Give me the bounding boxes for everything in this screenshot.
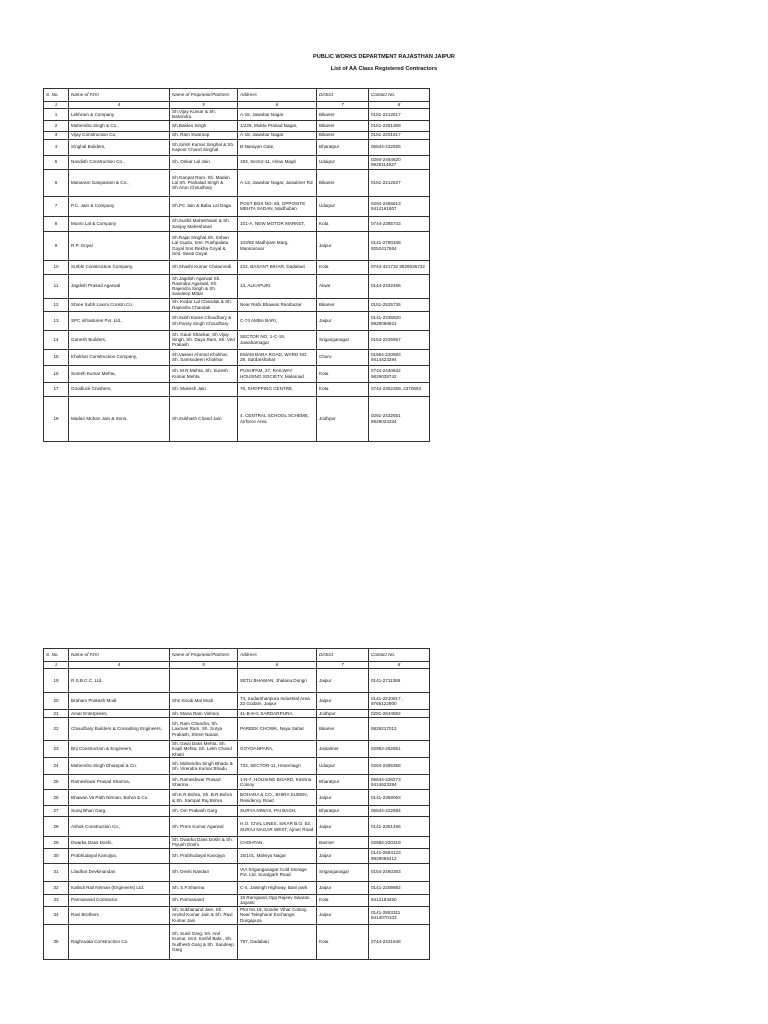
table-row: [44, 365, 430, 382]
address: C-74 AMBA BARI,: [238, 311, 317, 330]
table-row: [44, 837, 430, 849]
col-number: 4: [69, 102, 170, 109]
header-address: Address: [238, 89, 317, 102]
document-title: PUBLIC WORKS DEPARTMENT RAJASTHAN JAIPUR: [313, 54, 455, 60]
address: 222, BASANT BIHAR, Dadabari: [238, 260, 317, 274]
contact-number: 0744-2385743: [369, 216, 430, 231]
table-row: [44, 775, 430, 790]
proprietor: Shri Kirodi Mal Modi: [170, 693, 238, 710]
firm-name: Braham Prakash Modi: [69, 693, 170, 710]
proprietor: Sh. Sukhanand Jain. Sh. Arvind Kumar Jain & Sh. Ravi Kumar Jain: [170, 906, 238, 924]
serial-number: 6: [44, 169, 69, 196]
firm-name: Manaram Ganpatram & Co.,: [69, 169, 170, 196]
address: Plot No.19, Sunder Vihar Colony, Near Telephone Exchange, Durgapura: [238, 906, 317, 924]
contact-number: 0291-2644552: [369, 710, 430, 718]
table-row: [44, 924, 430, 959]
serial-number: 4: [44, 139, 69, 155]
district: Kota: [317, 382, 369, 396]
table-row: [44, 139, 430, 155]
firm-name: Brij Construction & Engineers,: [69, 741, 170, 758]
header-proprietor: Name of Proprietor/Partners: [170, 649, 238, 662]
proprietor: [170, 669, 238, 693]
table-row: [44, 881, 430, 894]
serial-number: 33: [44, 894, 69, 906]
firm-name: Raghuvala Construction Co.: [69, 924, 170, 959]
contractors-table-page-1: [43, 88, 430, 442]
proprietor: Sh. M.R.Mehta, Sh. Suresh Kumar Mehta: [170, 365, 238, 382]
column-number-row: [44, 662, 430, 669]
proprietor: Sh. Prabhudayal Kanojiya: [170, 848, 238, 863]
contact-number: 9414183450: [369, 894, 430, 906]
district: Jaipur: [317, 231, 369, 260]
proprietor: Sh. Prem Kumar Agarwal: [170, 817, 238, 837]
table-row: [44, 298, 430, 311]
firm-name: Mahendra Singh & Co.,: [69, 120, 170, 131]
contact-number: 0141-2369063: [369, 790, 430, 806]
firm-name: Khokhar Construction Company,: [69, 349, 170, 365]
district: Jaipur: [317, 790, 369, 806]
address: 76, SHOPPING CENTRE,: [238, 382, 317, 396]
proprietor: Sh. Gwal Dass Mehta, Sh. Kapil Mehta, Sh. Lekh Chand Khatri: [170, 741, 238, 758]
serial-number: 34: [44, 906, 69, 924]
address: GOYDANPARA,: [238, 741, 317, 758]
col-number: 6: [238, 102, 317, 109]
contact-number: 0151-2201617: [369, 131, 430, 139]
table-row: [44, 906, 430, 924]
contact-number: 0141-2554123 9829055412: [369, 848, 430, 863]
firm-name: Choudhary Builders & Consulting Engineers,: [69, 718, 170, 741]
header-row: [44, 89, 430, 102]
district: Bikaner: [317, 169, 369, 196]
district: Jaipur: [317, 669, 369, 693]
district: Jaipur: [317, 693, 369, 710]
district: Alwar: [317, 274, 369, 298]
serial-number: 2: [44, 120, 69, 131]
table-row: [44, 669, 430, 693]
col-number: 8: [369, 102, 430, 109]
col-number: 7: [317, 102, 369, 109]
district: Bikaner: [317, 109, 369, 121]
proprietor: Sh.Baldeo Singh: [170, 120, 238, 131]
contact-number: 0294-2486613 9414161807: [369, 196, 430, 216]
serial-number: 23: [44, 741, 69, 758]
address: A-18, Jawahar Nagar: [238, 131, 317, 139]
col-number: 5: [170, 102, 238, 109]
address: 103/82 Madhyam Marg, Mansarovar: [238, 231, 317, 260]
address: 74, Sudarshanpura Industrial Area 22 Godam, Jaipur: [238, 693, 317, 710]
address: 1/225, Mukta Prasad Nagar,: [238, 120, 317, 131]
firm-name: Singhal Builders,: [69, 139, 170, 155]
contact-number: 0141-2336920 9829066921: [369, 311, 430, 330]
address: SETU BHAWAN, Jhalana Dungri: [238, 669, 317, 693]
serial-number: 20: [44, 693, 69, 710]
proprietor: Sh. Mana Ram Vishnoi: [170, 710, 238, 718]
district: Udaipur: [317, 155, 369, 169]
address: 1-N-7, HOUSING BOARD, Krishna Colony: [238, 775, 317, 790]
proprietor: Sh.PC Jain & Babu Lal Daga: [170, 196, 238, 216]
address: SURYA NIWAS, PAI BAGH,: [238, 806, 317, 817]
proprietor: Sh. Rameshwar Prasad Sharma: [170, 775, 238, 790]
address: A-18, Jawahar Nagar: [238, 109, 317, 121]
proprietor: Sh.Vaseer Ahmed Khokhar, Sh. Samsudeen Khokhar: [170, 349, 238, 365]
col-number: 5: [170, 662, 238, 669]
contact-number: 0154-2226967: [369, 330, 430, 349]
firm-name: Ganesh Builders,: [69, 330, 170, 349]
proprietor: Sh. Parmanand: [170, 894, 238, 906]
table-row: [44, 231, 430, 260]
table-row: [44, 131, 430, 139]
serial-number: 22: [44, 718, 69, 741]
serial-number: 18: [44, 396, 69, 441]
header-firm: Name of Firm: [69, 89, 170, 102]
table-row: [44, 155, 430, 169]
proprietor: Sh. Gauri Shankar, Sh.Vijay Singh, Sh. Daya Ram, Sh. Ved Prakash: [170, 330, 238, 349]
district: Churu: [317, 349, 369, 365]
district: Barmer: [317, 837, 369, 849]
table-row: [44, 718, 430, 741]
contact-number: 0141-2553311 9414070103: [369, 906, 430, 924]
contact-number: 0141-2210917 , 9765122900: [369, 693, 430, 710]
contractors-table-page-2: [43, 648, 430, 960]
proprietor: Sh. Ram Swaroop: [170, 131, 238, 139]
table-row: [44, 382, 430, 396]
table-row: [44, 216, 430, 231]
firm-name: Lekhram & Company: [69, 109, 170, 121]
district: Jaisalmer: [317, 741, 369, 758]
serial-number: 13: [44, 311, 69, 330]
contact-number: 0141-2209992: [369, 881, 430, 894]
firm-name: Liladhar Devkinandan: [69, 863, 170, 881]
firm-name: Parmanand Contractor: [69, 894, 170, 906]
district: Kota: [317, 365, 369, 382]
col-number: 7: [317, 662, 369, 669]
table-row: [44, 741, 430, 758]
table-row: [44, 848, 430, 863]
district: Bharatpur: [317, 775, 369, 790]
proprietor: Sh. S.P.Sharma: [170, 881, 238, 894]
firm-name: Rameshwar Prasad Sharma,: [69, 775, 170, 790]
firm-name: R.S.B.C.C. Ltd.: [69, 669, 170, 693]
firm-name: Mahendra Singh Dhampal & Co.: [69, 758, 170, 775]
address: PAREEK CHOWK, Naya Sahar: [238, 718, 317, 741]
address: POST BOX NO. 83, OPPOSITE MEHTA SADAN, Madhuban: [238, 196, 317, 216]
district: Jaipur: [317, 817, 369, 837]
serial-number: 9: [44, 231, 69, 260]
address: 193, Sector-11, Hiran Magri: [238, 155, 317, 169]
column-number-row: [44, 102, 430, 109]
proprietor: Sh. Ram Chandra, Sh. Laxman Ram, Sh. Surya Prakash, Shree Narain: [170, 718, 238, 741]
header-contact: Contact No.: [369, 649, 430, 662]
address: 797, Dadabari: [238, 924, 317, 959]
contact-number: 0141-2711386: [369, 669, 430, 693]
header-row: [44, 649, 430, 662]
address: 733, SECTOR-11, Hiranmagri: [238, 758, 317, 775]
header-district: District: [317, 89, 369, 102]
proprietor: Sh.K.R.Bohra, Sh. B.R.Bohra & Sh. Sampat Raj Bohra: [170, 790, 238, 806]
proprietor: Sh.Jagdish Agarwal Sh. Ravindra Agarwal, Sh. Rajendra Singh & Sh. Sandeep Mittal: [170, 274, 238, 298]
address: VIA Sriganganagar Cold Storage Pvt. Ltd. Suratgarh Road: [238, 863, 317, 881]
proprietor: Sh. Mahendra Singh Bhadu & Sh. Virendra Kumar Bhadu: [170, 758, 238, 775]
address: 101-A, NEW MOTOR MARKET,: [238, 216, 317, 231]
contact-number: 0744-2362269, 2370663: [369, 382, 430, 396]
district: Sriganganagar: [317, 863, 369, 881]
contact-number: 02982-220319: [369, 837, 430, 849]
address: 4, CENTRAL SCHOOL SCHEME, Airforce Area: [238, 396, 317, 441]
serial-number: 14: [44, 330, 69, 349]
contact-number: 05644-226273 9414623294: [369, 775, 430, 790]
address: B-Narayan Gate,: [238, 139, 317, 155]
serial-number: 16: [44, 365, 69, 382]
contact-number: 9829217013: [369, 718, 430, 741]
district: Bharatpur: [317, 806, 369, 817]
table-row: [44, 806, 430, 817]
district: Jaipur: [317, 881, 369, 894]
district: Sriganganagar: [317, 330, 369, 349]
contact-number: 02992-252951: [369, 741, 430, 758]
firm-name: Ravi Brothers: [69, 906, 170, 924]
serial-number: 17: [44, 382, 69, 396]
firm-name: Prabhudayal Kanojiya,: [69, 848, 170, 863]
district: Bikaner: [317, 120, 369, 131]
proprietor: Sh.Vijay Kumar & Sh. Balvindra: [170, 109, 238, 121]
firm-name: P.C. Jain & Company: [69, 196, 170, 216]
firm-name: R.P. Goyal: [69, 231, 170, 260]
contact-number: 0141-2780348 9252417664: [369, 231, 430, 260]
district: Kota: [317, 924, 369, 959]
firm-name: Ashok Construction Co.,: [69, 817, 170, 837]
col-number: 1: [44, 662, 69, 669]
district: Jaipur: [317, 906, 369, 924]
contact-number: 01564-220583 9414423294: [369, 349, 430, 365]
firm-name: Bhawan Va Path Nirman, Bohra & Co.: [69, 790, 170, 806]
district: Udaipur: [317, 758, 369, 775]
proprietor: Sh. Om Prakash Garg: [170, 806, 238, 817]
contact-number: 05644-222884: [369, 806, 430, 817]
table-row: [44, 693, 430, 710]
proprietor: Sh.Subhash Chand Jain: [170, 396, 238, 441]
firm-name: Vijay Construction Co,: [69, 131, 170, 139]
proprietor: Sh. Mukesh Jain: [170, 382, 238, 396]
col-number: 8: [369, 662, 430, 669]
address: PUSHPAM, 37, RAILWAY HOUSING SOCIETY, Malaroad: [238, 365, 317, 382]
firm-name: Shree Subh Laxmi Constn.Co.: [69, 298, 170, 311]
firm-name: Surbhi Construction Company,: [69, 260, 170, 274]
proprietor: Sh.Subh Karan Choudhary & Sh.Pansy Singh Choudhary: [170, 311, 238, 330]
address: EMAM BARA ROAD, WARD NO. 28, Sardarshahar: [238, 349, 317, 365]
contact-number: 0744-421732 9829036732: [369, 260, 430, 274]
header-sno: S. No.: [44, 649, 69, 662]
serial-number: 30: [44, 848, 69, 863]
serial-number: 26: [44, 790, 69, 806]
proprietor: Sh.Rajat Singhal,Sh. Sohan Lal Gupta, Smt. Pushpalata Goyal Smt.Rekha Goyal & Smt. Swati Goyal: [170, 231, 238, 260]
document-subtitle: List of AA Class Registered Contractors: [330, 66, 438, 72]
firm-name: Madan Mohan Jain & Sons,: [69, 396, 170, 441]
table-row: [44, 710, 430, 718]
proprietor: Sh.Ganpat Ram. Sh. Madan Lal Sh. Prahalad Singh & Sh.Arun Choudhary: [170, 169, 238, 196]
address: 15/101, Malviya Nagar: [238, 848, 317, 863]
header-address: Address: [238, 649, 317, 662]
table-row: [44, 863, 430, 881]
firm-name: SPC infrastures Pvt. Ltd.,: [69, 311, 170, 330]
serial-number: 19: [44, 669, 69, 693]
serial-number: 5: [44, 155, 69, 169]
table-row: [44, 817, 430, 837]
serial-number: 11: [44, 274, 69, 298]
serial-number: 31: [44, 863, 69, 881]
firm-name: Dwarka Dass Doshi,: [69, 837, 170, 849]
address: H.O. CIVIL LINES, SIKAR B.O. 52, SURAJ NAGAR WEST, Ajmer Road: [238, 817, 317, 837]
table-row: [44, 396, 430, 441]
serial-number: 32: [44, 881, 69, 894]
contact-number: 0151-2525736: [369, 298, 430, 311]
proprietor: Sh.Sushil Maheshwari & Sh. Sanjay Maheshwari: [170, 216, 238, 231]
firm-name: Munni Lal & Company: [69, 216, 170, 231]
table-row: [44, 790, 430, 806]
proprietor: Sh. Onkar Lal Jain: [170, 155, 238, 169]
contact-number: 0154-2460363: [369, 863, 430, 881]
contact-number: 0294-2464620 9829114927: [369, 155, 430, 169]
proprietor: Sh. Devki Nandan: [170, 863, 238, 881]
serial-number: 29: [44, 837, 69, 849]
address: C-4, Jaisingh Highway, Bani park: [238, 881, 317, 894]
address: Near Rishi Bhawan Ranibazar: [238, 298, 317, 311]
district: Kota: [317, 894, 369, 906]
col-number: 4: [69, 662, 170, 669]
contact-number: 0151-2212627: [369, 169, 430, 196]
firm-name: Suresh Kumar Mehta,: [69, 365, 170, 382]
serial-number: 12: [44, 298, 69, 311]
address: SECTOR NO, 1-C-19, Jawaharnagar: [238, 330, 317, 349]
contact-number: 0141-2361456: [369, 817, 430, 837]
district: Jaipur: [317, 848, 369, 863]
district: Jaipur: [317, 311, 369, 330]
contact-number: 0744-2440642 9829035742: [369, 365, 430, 382]
address: 13, ALKAPURI.: [238, 274, 317, 298]
header-proprietor: Name of Proprietor/Partners: [170, 89, 238, 102]
contact-number: 0151-2212617: [369, 109, 430, 121]
table-row: [44, 274, 430, 298]
address: 18 Ramgwari,Opp.Rajeev Swaran Jayanti: [238, 894, 317, 906]
district: Bharatpur: [317, 139, 369, 155]
firm-name: Nandish Construction Co.,: [69, 155, 170, 169]
serial-number: 10: [44, 260, 69, 274]
proprietor: Sh. Kedar Lal Chandak & Sh. Rajendra Chandak: [170, 298, 238, 311]
serial-number: 27: [44, 806, 69, 817]
table-row: [44, 196, 430, 216]
serial-number: 35: [44, 924, 69, 959]
serial-number: 24: [44, 758, 69, 775]
table-row: [44, 120, 430, 131]
contact-number: 0744-2421848: [369, 924, 430, 959]
address: BOHARA & CO., BHIRA SUDEN, Residency Road: [238, 790, 317, 806]
serial-number: 28: [44, 817, 69, 837]
header-firm: Name of Firm: [69, 649, 170, 662]
serial-number: 21: [44, 710, 69, 718]
col-number: 6: [238, 662, 317, 669]
district: Udaipur: [317, 196, 369, 216]
district: Kota: [317, 260, 369, 274]
table-row: [44, 109, 430, 121]
address: CHOHTAN,: [238, 837, 317, 849]
district: Bikaner: [317, 298, 369, 311]
header-contact: Contact No.: [369, 89, 430, 102]
table-row: [44, 260, 430, 274]
table-row: [44, 894, 430, 906]
district: Jodhpur: [317, 710, 369, 718]
proprietor: Sh.Shashi Kumar Chaturvedi: [170, 260, 238, 274]
proprietor: Sh.Sirish Kumar Singhal & Sh. Kapoor Chand Singhal: [170, 139, 238, 155]
firm-name: Suraj Bhan Garg,: [69, 806, 170, 817]
serial-number: 1: [44, 109, 69, 121]
table-row: [44, 330, 430, 349]
contact-number: 0291-2432551 9829023334: [369, 396, 430, 441]
proprietor: Sh. Dwarka Dass Doshi & Sh. Piyush Doshi: [170, 837, 238, 849]
address: 41-B-9-II, SARDARPURA,: [238, 710, 317, 718]
district: Bikaner: [317, 131, 369, 139]
firm-name: Jagdish Prasad Agarwal: [69, 274, 170, 298]
district: Jodhpur: [317, 396, 369, 441]
firm-name: Amar Enterprises,: [69, 710, 170, 718]
district: Kota: [317, 216, 369, 231]
table-row: [44, 311, 430, 330]
serial-number: 25: [44, 775, 69, 790]
contact-number: 0294-2485358: [369, 758, 430, 775]
serial-number: 8: [44, 216, 69, 231]
header-district: District: [317, 649, 369, 662]
header-sno: S. No.: [44, 89, 69, 102]
table-row: [44, 169, 430, 196]
serial-number: 7: [44, 196, 69, 216]
firm-name: Kalindi Rail Nirman (Engineers) Ltd.: [69, 881, 170, 894]
serial-number: 3: [44, 131, 69, 139]
contact-number: 0151-2251369: [369, 120, 430, 131]
contact-number: 05644-232926: [369, 139, 430, 155]
contact-number: 0144-2332456: [369, 274, 430, 298]
address: A-13, Jawahar Nagar, Jaisalmer Rd: [238, 169, 317, 196]
table-row: [44, 349, 430, 365]
firm-name: Goodluck Crushers,: [69, 382, 170, 396]
proprietor: Sh. Sunil Garg, Sh. Anil Kumar, Smt. Sushil Bala , Sh. Sudhesh Garg & Sh. Sandeep Garg: [170, 924, 238, 959]
district: Bikaner: [317, 718, 369, 741]
table-row: [44, 758, 430, 775]
col-number: 1: [44, 102, 69, 109]
serial-number: 15: [44, 349, 69, 365]
